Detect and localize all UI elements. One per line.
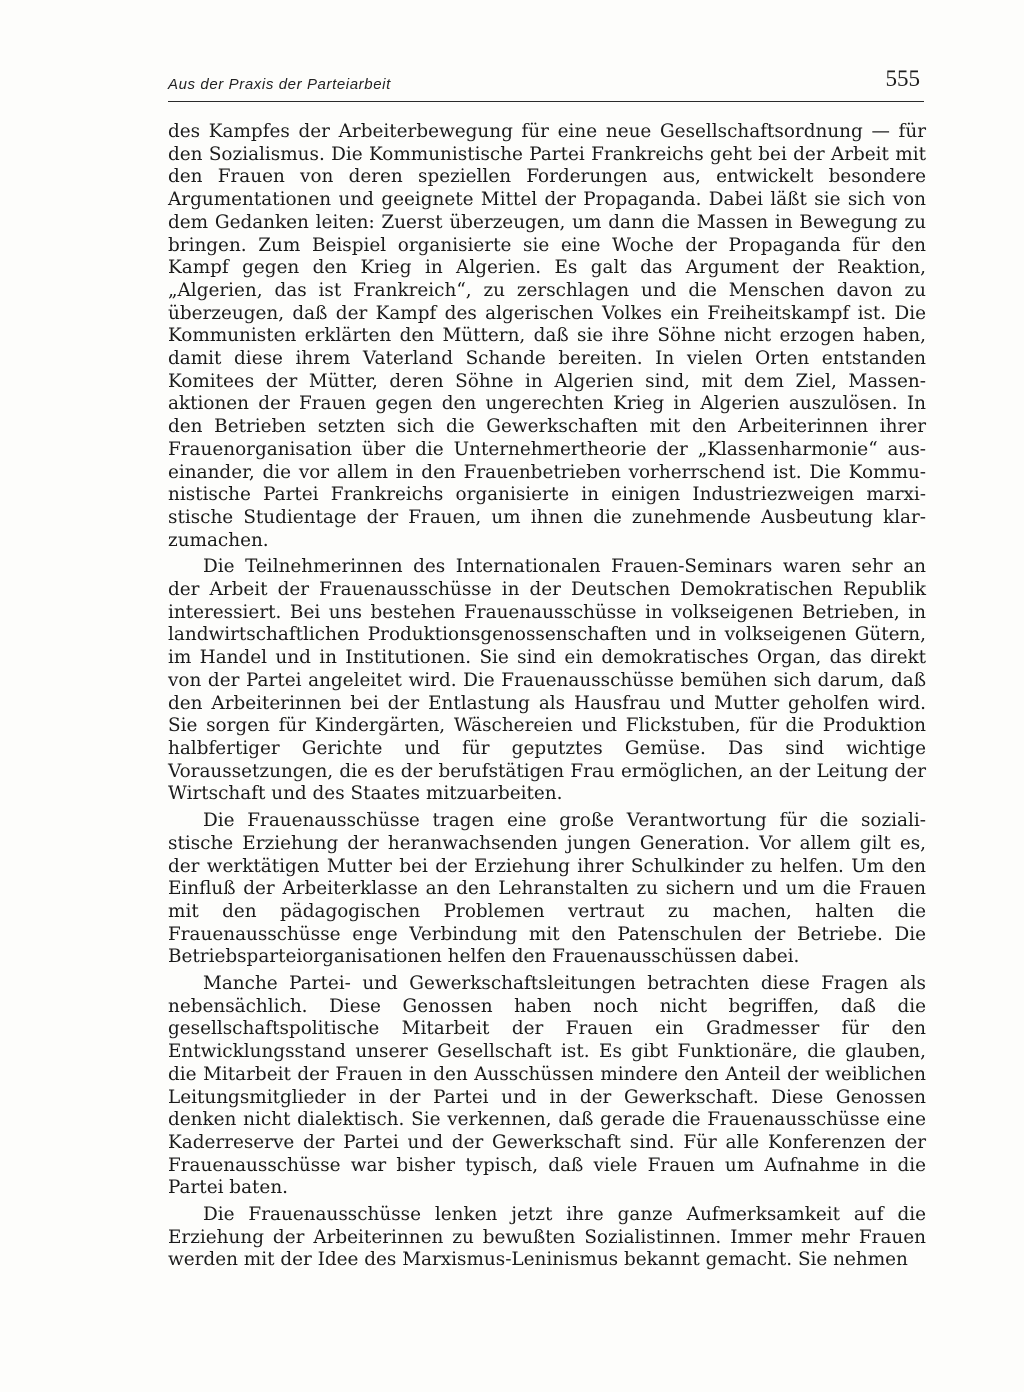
- paragraph-4: Manche Partei- und Gewerkschaftsleitungen betrachten diese Fragen als nebensächlich. Diese Genossen haben noch nicht begriffen, daß die gesellschaftspolitische Mitarbeit der Frauen ein Gradmesser für den Entwicklungsstand unserer Gesellschaft ist. Es gibt Funktionäre, die glauben, die Mitarbeit der Frauen in den Ausschüssen mindere den Anteil der weiblichen Leitungsmitglieder in der Partei und in der Gewerkschaft. Diese Genossen denken nicht dialektisch. Sie verkennen, daß gerade die Frauenausschüsse eine Kaderreserve der Partei und der Gewerkschaft sind. Für alle Konferenzen der Frauenausschüsse war bisher typisch, daß viele Frauen um Aufnahme in die Partei baten.: [168, 973, 926, 1199]
- running-header: [168, 66, 924, 106]
- running-title: Aus der Praxis der Parteiarbeit: [168, 76, 391, 93]
- header-rule: [168, 101, 924, 102]
- page-number: 555: [885, 66, 920, 91]
- paragraph-5: Die Frauenausschüsse lenken jetzt ihre ganze Aufmerksamkeit auf die Erziehung der Arbeiterinnen zu bewußten Sozialistinnen. Immer mehr Frauen werden mit der Idee des Marxismus-Leninismus bekannt gemacht. Sie nehmen: [168, 1204, 926, 1271]
- paragraph-1: des Kampfes der Arbeiterbewegung für eine neue Gesellschaftsordnung — für den Sozialismus. Die Kommunistische Partei Frankreichs geht bei der Arbeit mit den Frauen von deren speziellen Forderungen aus, entwickelt besondere Argumentationen und geeignete Mittel der Propaganda. Dabei läßt sie sich von dem Gedanken leiten: Zuerst überzeugen, um dann die Massen in Bewegung zu bringen. Zum Beispiel organisierte sie eine Woche der Propaganda für den Kampf gegen den Krieg in Algerien. Es galt das Argument der Reaktion, „Algerien, das ist Frankreich“, zu zerschlagen und die Menschen davon zu überzeugen, daß der Kampf des algerischen Volkes ein Freiheitskampf ist. Die Kommunisten erklärten den Müttern, daß sie ihre Söhne nicht erzogen haben, damit diese ihrem Vaterland Schande bereiten. In vielen Orten entstanden Komitees der Mütter, deren Söhne in Algerien sind, mit dem Ziel, Massenaktionen der Frauen gegen den ungerechten Krieg in Algerien auszulösen. In den Betrieben setzten sich die Gewerkschaften mit den Arbeiterinnen ihrer Frauenorganisation über die Unternehmertheorie der „Klassenharmonie“ auseinander, die vor allem in den Frauenbetrieben vorherrschend ist. Die Kommunistische Partei Frankreichs organisierte in einigen Industriezweigen marxistische Studientage der Frauen, um ihnen die zunehmende Ausbeutung klarzumachen.: [168, 121, 926, 551]
- paragraph-3: Die Frauenausschüsse tragen eine große Verantwortung für die sozialistische Erziehung der heranwachsenden jungen Generation. Vor allem gilt es, der werktätigen Mutter bei der Erziehung ihrer Schulkinder zu helfen. Um den Einfluß der Arbeiterklasse an den Lehranstalten zu sichern und um die Frauen mit den pädagogischen Problemen vertraut zu machen, halten die Frauenausschüsse enge Verbindung mit den Patenschulen der Betriebe. Die Betriebsparteiorganisationen helfen den Frauenausschüssen dabei.: [168, 810, 926, 968]
- paragraph-2: Die Teilnehmerinnen des Internationalen Frauen-Seminars waren sehr an der Arbeit der Frauenausschüsse in der Deutschen Demokratischen Republik interessiert. Bei uns bestehen Frauenausschüsse in volkseigenen Betrieben, in landwirtschaftlichen Produktionsgenossenschaften und in volkseigenen Gütern, im Handel und in Institutionen. Sie sind ein demokratisches Organ, das direkt von der Partei angeleitet wird. Die Frauenausschüsse bemühen sich darum, daß den Arbeiterinnen bei der Entlastung als Hausfrau und Mutter geholfen wird. Sie sorgen für Kindergärten, Wäschereien und Flickstuben, für die Produktion halbfertiger Gerichte und für geputztes Gemüse. Das sind wichtige Voraussetzungen, die es der berufstätigen Frau ermöglichen, an der Leitung der Wirtschaft und des Staates mitzuarbeiten.: [168, 556, 926, 805]
- body-text: [168, 121, 926, 1272]
